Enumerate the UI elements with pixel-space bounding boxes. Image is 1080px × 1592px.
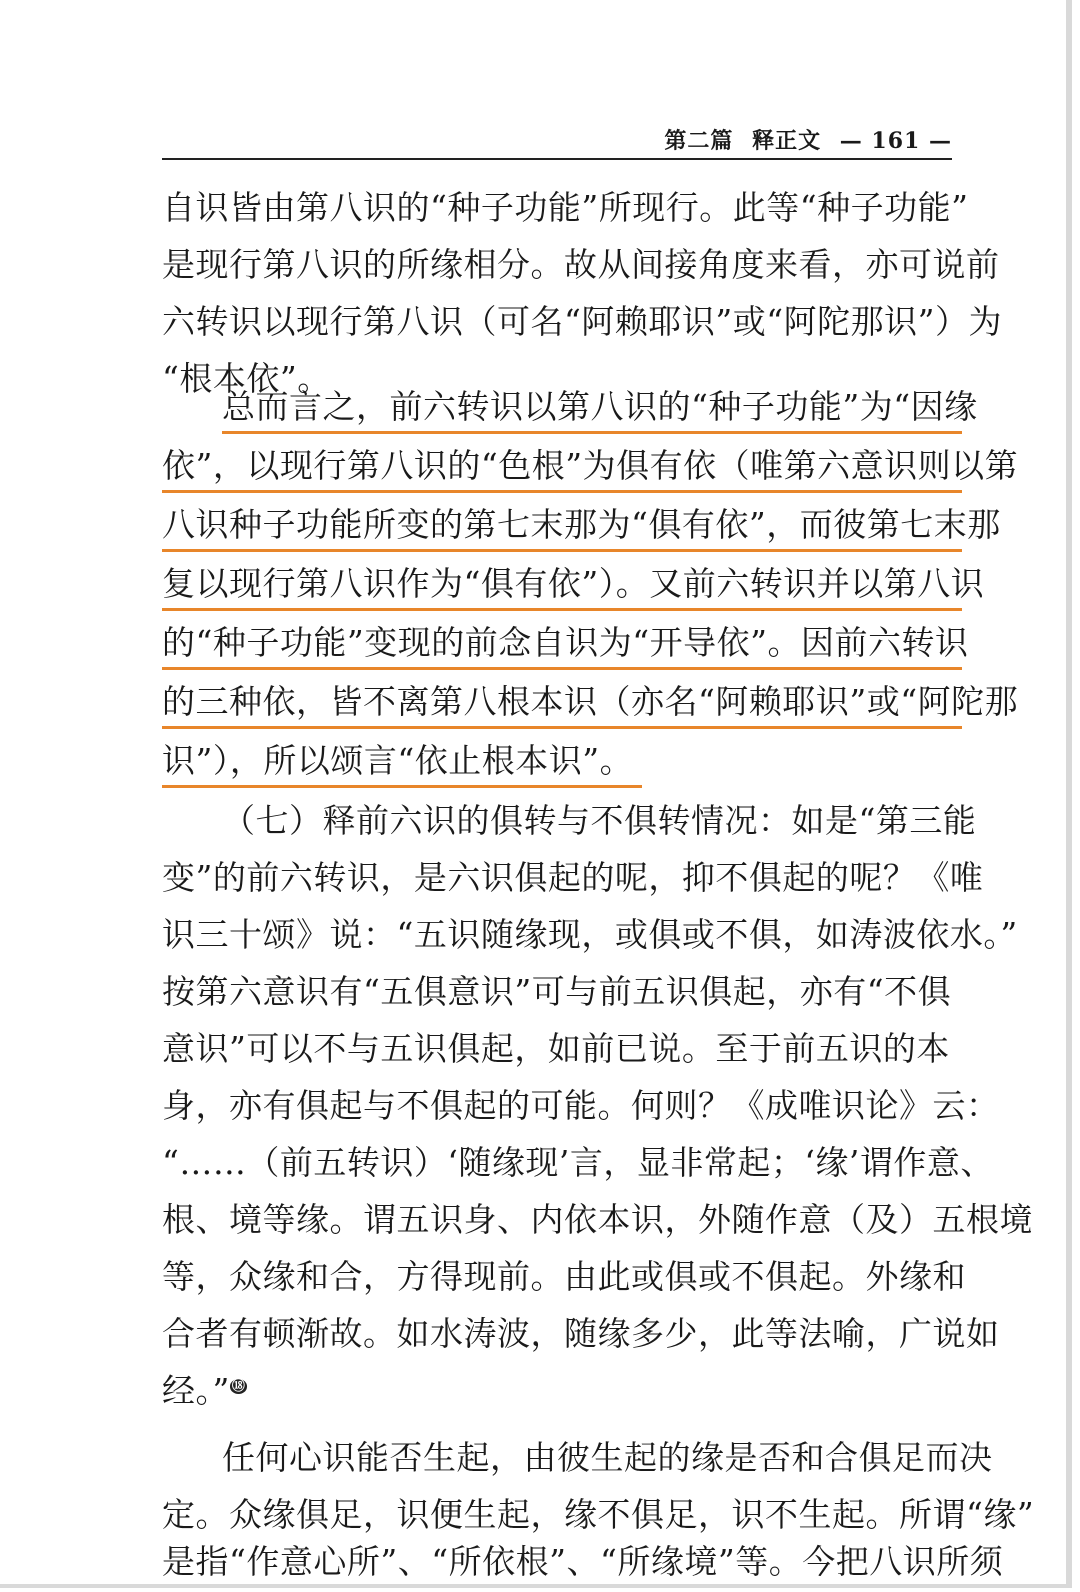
text-line: “……（前五转识）‘随缘现’言，显非常起；‘缘’谓作意、 xyxy=(162,1143,994,1182)
text-line: （七）释前六识的俱转与不俱转情况：如是“第三能 xyxy=(222,801,977,840)
highlighted-line: 的三种依，皆不离第八根本识（亦名“阿赖耶识”或“阿陀那 xyxy=(162,674,962,729)
footnote-marker: ⑱ xyxy=(231,1379,246,1394)
text-line: 身，亦有俱起与不俱起的可能。何则？《成唯识论》云： xyxy=(162,1086,1000,1125)
text-line: 合者有顿渐故。如水涛波，随缘多少，此等法喻，广说如 xyxy=(162,1314,1000,1353)
highlighted-line: 的“种子功能”变现的前念自识为“开导依”。因前六转识 xyxy=(162,615,962,670)
text-line: “根本依”。 xyxy=(162,359,331,398)
text-line xyxy=(162,1363,962,1419)
text-line: 识三十颂》说：“五识随缘现，或俱或不俱，如涛波依水。” xyxy=(162,915,1018,954)
text-line: 根、境等缘。谓五识身、内依本识，外随作意（及）五根境 xyxy=(162,1200,1033,1239)
running-header xyxy=(162,124,952,160)
text-line: 意识”可以不与五识俱起，如前已说。至于前五识的本 xyxy=(162,1029,950,1068)
text-line: 是现行第八识的所缘相分。故从间接角度来看，亦可说前 xyxy=(162,245,1000,284)
highlighted-line: 复以现行第八识作为“俱有依”）。又前六转识并以第八识 xyxy=(162,556,962,611)
text-line: 等，众缘和合，方得现前。由此或俱或不俱起。外缘和 xyxy=(162,1257,966,1296)
header-page-number: — 161 — xyxy=(839,128,952,154)
text-line: 是指“作意心所”、“所依根”、“所缘境”等。今把八识所须 xyxy=(162,1542,1004,1581)
highlighted-line: 八识种子功能所变的第七末那为“俱有依”，而彼第七末那 xyxy=(162,497,962,552)
highlighted-line: 总而言之，前六转识以第八识的“种子功能”为“因缘 xyxy=(222,379,962,434)
highlighted-line: 识”），所以颂言“依止根本识”。 xyxy=(162,733,642,788)
text-line: 变”的前六转识，是六识俱起的呢，抑不俱起的呢？《唯 xyxy=(162,858,984,897)
text-line: 定。众缘俱足，识便生起，缘不俱足，识不生起。所谓“缘” xyxy=(162,1495,1035,1534)
text-fragment: 经。” xyxy=(162,1371,230,1410)
header-section: 释正文 xyxy=(752,128,822,154)
header-chapter: 第二篇 xyxy=(664,128,734,154)
text-line: 六转识以现行第八识（可名“阿赖耶识”或“阿陀那识”）为 xyxy=(162,302,1002,341)
text-line: 按第六意识有“五俱意识”可与前五识俱起，亦有“不俱 xyxy=(162,972,952,1011)
highlighted-line: 依”，以现行第八识的“色根”为俱有依（唯第六意识则以第 xyxy=(162,438,962,493)
text-line: 任何心识能否生起，由彼生起的缘是否和合俱足而决 xyxy=(222,1438,993,1477)
text-line: 自识皆由第八识的“种子功能”所现行。此等“种子功能” xyxy=(162,188,969,227)
